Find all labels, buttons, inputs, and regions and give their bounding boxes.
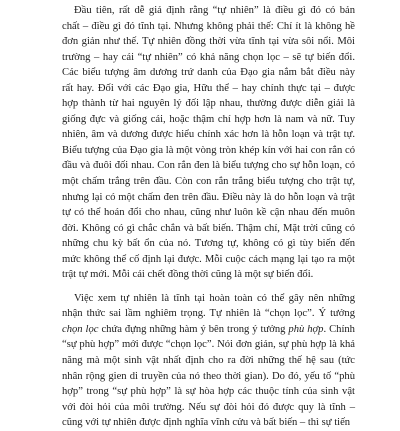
text-line: [62, 34, 355, 50]
text-line: [62, 50, 355, 66]
text-segment: nhiên, âm và dương được hiểu chính xác hơn là hỗn loạn và trật tự.: [62, 129, 355, 141]
text-line: [62, 236, 355, 252]
text-line: [62, 65, 355, 81]
text-segment: những chu kỳ bất ổn của nó. Tương tự, không có gì tùy biến đến: [62, 238, 355, 250]
text-segment: Đầu tiên, rất dễ giả định rằng “tự nhiên” là điều gì đó có bản: [74, 5, 355, 16]
text-line: [62, 19, 355, 35]
text-segment: đơn giản như thế. Tự nhiên đồng thời vừa tĩnh tại vừa sôi nổi. Môi: [62, 36, 355, 48]
paragraph-1: [62, 3, 355, 283]
text-line: [62, 3, 355, 19]
text-segment: Các biểu tượng âm dương trứ danh của Đạo gia nắm bắt điều này: [62, 67, 355, 79]
body-text: [62, 3, 355, 431]
text-segment: với đòi hỏi của môi trường. Nếu sự đòi hỏi đó được quy là tĩnh –: [62, 401, 355, 413]
text-segment: đầu và đuôi đối nhau. Con rắn đen là biểu tượng cho sự hỗn loạn, có: [62, 160, 355, 172]
text-segment: rất hay. Đối với các Đạo gia, Hữu thể – hay chính thực tại – được: [62, 82, 355, 94]
text-line: [62, 81, 355, 97]
text-line: [62, 96, 355, 112]
text-segment: một chấm trắng trên đầu. Còn con rắn trắng biểu tượng cho trật tự,: [62, 176, 355, 188]
text-line: [62, 174, 355, 190]
text-segment: trật tự mới. Mỗi cái chết đồng thời cũng là một sự biến đổi.: [62, 269, 314, 281]
text-line: [62, 143, 355, 159]
text-line: [62, 369, 355, 385]
text-line: [62, 158, 355, 174]
text-line: [62, 306, 355, 322]
text-segment: nhân rộng gien di truyền của nó theo thời gian). Do đó, yếu tố “phù: [62, 370, 355, 382]
text-line: [62, 205, 355, 221]
text-segment: trường – hay cái “tự nhiên” có khả năng chọn lọc – sẽ tự biến đổi.: [62, 51, 355, 63]
text-line: [62, 221, 355, 237]
text-line: [62, 267, 355, 283]
text-segment: năng mà một sinh vật nhất định cho ra đời những thế hệ sau (tức: [62, 355, 355, 367]
text-segment: hợp thành từ hai nguyên lý đối lập nhau, thường được diễn giải là: [62, 98, 355, 110]
text-segment: nhưng lại có một chấm đen trên đầu. Điều này là do hỗn loạn và trật: [62, 191, 355, 203]
text-segment: . Chính: [323, 323, 355, 335]
text-segment: đời. Không có gì chắc chắn và bất biến. Thậm chí, Mặt trời cũng có: [62, 222, 355, 234]
text-line: [62, 337, 355, 353]
text-line: [62, 252, 355, 268]
text-line: [62, 384, 355, 400]
text-line: [62, 415, 355, 431]
text-segment: Việc xem tự nhiên là tĩnh tại hoàn toàn có thể gây nên những: [74, 292, 355, 304]
text-line: [62, 291, 355, 307]
text-segment: chất – điều gì đó tĩnh tại. Nhưng không phải thế: Chí ít là không hề: [62, 20, 355, 32]
text-segment: “sự phù hợp” mới được “chọn lọc”. Nói đơn giản, sự phù hợp là khả: [62, 339, 355, 351]
text-line: [62, 112, 355, 128]
text-line: [62, 322, 355, 338]
text-segment: chứa đựng những hàm ý bên trong ý tưởng: [98, 323, 289, 335]
paragraph-2: [62, 291, 355, 431]
text-segment: mức không thể cố định lại được. Mỗi cuộc cách mạng lại tạo ra một: [62, 253, 355, 265]
text-segment: giống đực và giống cái, hoặc thậm chí hợp hơn là nam và nữ. Tuy: [62, 113, 355, 125]
italic-term: phù hợp: [288, 323, 324, 335]
italic-term: chọn lọc: [62, 323, 99, 335]
text-segment: nhận thức sai lầm nghiêm trọng. Tự nhiên là “chọn lọc”. Ý tưởng: [62, 308, 355, 320]
text-line: [62, 400, 355, 416]
text-line: [62, 353, 355, 369]
text-segment: tự có thể hoán đổi cho nhau, cũng như luôn kề cận nhau đến muôn: [62, 207, 355, 219]
text-segment: hợp” trong “sự phù hợp” là sự hòa hợp các thuộc tính của sinh vật: [62, 386, 355, 398]
text-line: [62, 190, 355, 206]
text-line: [62, 127, 355, 143]
text-segment: cũng với tự nhiên được định nghĩa vĩnh cửu và bất biến – thì sự tiến: [62, 417, 351, 429]
text-segment: Biểu tượng của Đạo gia là một vòng tròn khép kín với hai con rắn có: [62, 144, 355, 156]
